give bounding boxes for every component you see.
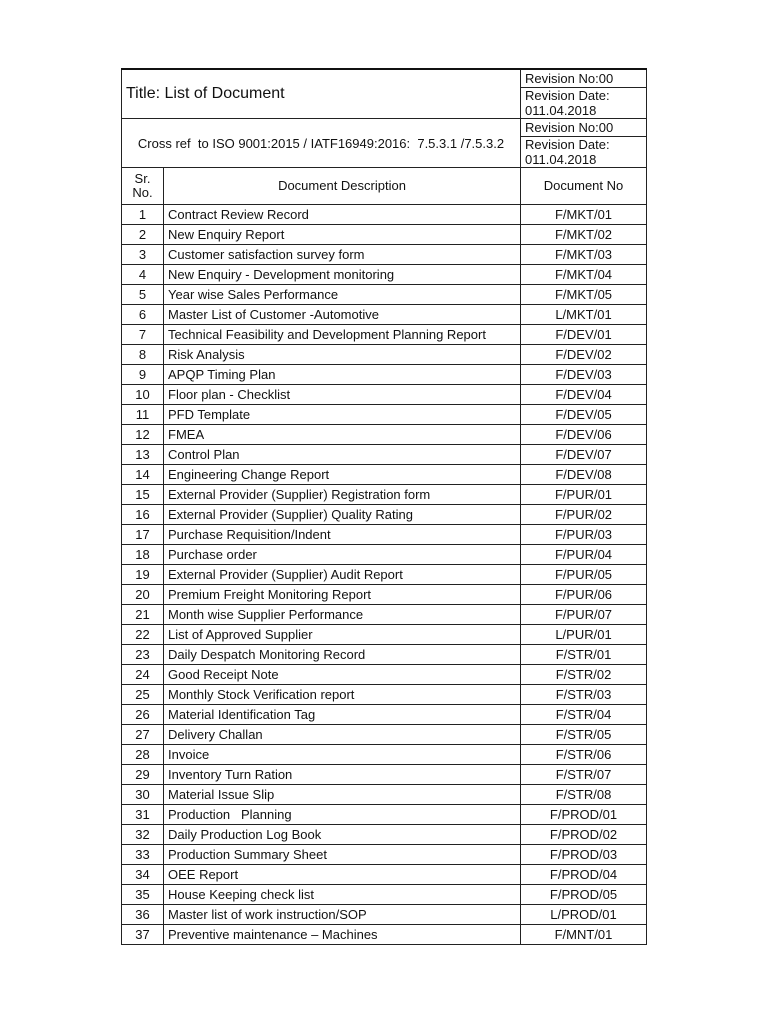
sr-cell: 7: [122, 325, 164, 345]
table-body: [122, 205, 647, 945]
sr-cell: 11: [122, 405, 164, 425]
document-no-cell: F/DEV/06: [521, 425, 647, 445]
description-cell: External Provider (Supplier) Registration form: [164, 485, 521, 505]
cross-reference: Cross ref to ISO 9001:2015 / IATF16949:2016: 7.5.3.1 /7.5.3.2: [122, 119, 521, 168]
description-cell: Purchase order: [164, 545, 521, 565]
description-cell: Material Identification Tag: [164, 705, 521, 725]
table-row: [122, 705, 647, 725]
description-cell: Year wise Sales Performance: [164, 285, 521, 305]
table-row: [122, 485, 647, 505]
description-cell: Daily Despatch Monitoring Record: [164, 645, 521, 665]
description-cell: New Enquiry Report: [164, 225, 521, 245]
description-cell: External Provider (Supplier) Quality Rating: [164, 505, 521, 525]
description-cell: Delivery Challan: [164, 725, 521, 745]
table-row: [122, 265, 647, 285]
sr-cell: 27: [122, 725, 164, 745]
description-cell: Control Plan: [164, 445, 521, 465]
description-cell: Material Issue Slip: [164, 785, 521, 805]
table-row: [122, 305, 647, 325]
document-no-cell: F/DEV/07: [521, 445, 647, 465]
sr-cell: 14: [122, 465, 164, 485]
sr-cell: 32: [122, 825, 164, 845]
description-cell: House Keeping check list: [164, 885, 521, 905]
document-no-cell: F/PROD/05: [521, 885, 647, 905]
table-row: [122, 505, 647, 525]
sr-cell: 30: [122, 785, 164, 805]
document-no-cell: F/PUR/05: [521, 565, 647, 585]
table-row: [122, 905, 647, 925]
description-cell: APQP Timing Plan: [164, 365, 521, 385]
table-row: [122, 825, 647, 845]
document-no-cell: F/PUR/04: [521, 545, 647, 565]
description-cell: Master List of Customer -Automotive: [164, 305, 521, 325]
sr-cell: 36: [122, 905, 164, 925]
table-row: [122, 645, 647, 665]
document-no-cell: F/STR/08: [521, 785, 647, 805]
sr-cell: 34: [122, 865, 164, 885]
table-row: [122, 785, 647, 805]
description-cell: Inventory Turn Ration: [164, 765, 521, 785]
document-no-cell: L/MKT/01: [521, 305, 647, 325]
table-row: [122, 625, 647, 645]
table-row: [122, 925, 647, 945]
description-cell: Production Summary Sheet: [164, 845, 521, 865]
table-row: [122, 445, 647, 465]
document-no-cell: F/DEV/02: [521, 345, 647, 365]
table-row: [122, 725, 647, 745]
table-row: [122, 525, 647, 545]
table-row: [122, 685, 647, 705]
document-list-table: [121, 68, 647, 945]
description-cell: Preventive maintenance – Machines: [164, 925, 521, 945]
document-no-cell: F/STR/02: [521, 665, 647, 685]
sr-cell: 23: [122, 645, 164, 665]
description-cell: Invoice: [164, 745, 521, 765]
description-cell: FMEA: [164, 425, 521, 445]
revision-date-2: Revision Date: 011.04.2018: [521, 137, 647, 168]
table-row: [122, 605, 647, 625]
sr-cell: 28: [122, 745, 164, 765]
description-cell: Good Receipt Note: [164, 665, 521, 685]
column-header-description: Document Description: [164, 168, 521, 205]
document-no-cell: F/MKT/01: [521, 205, 647, 225]
document-no-cell: F/MKT/04: [521, 265, 647, 285]
document-no-cell: F/PUR/07: [521, 605, 647, 625]
sr-cell: 29: [122, 765, 164, 785]
table-row: [122, 565, 647, 585]
revision-date-1: Revision Date: 011.04.2018: [521, 88, 647, 119]
table-row: [122, 885, 647, 905]
description-cell: Daily Production Log Book: [164, 825, 521, 845]
sr-cell: 20: [122, 585, 164, 605]
sr-cell: 37: [122, 925, 164, 945]
table-row: [122, 665, 647, 685]
description-cell: OEE Report: [164, 865, 521, 885]
sr-cell: 8: [122, 345, 164, 365]
table-row: [122, 425, 647, 445]
document-no-cell: F/STR/01: [521, 645, 647, 665]
table-row: [122, 225, 647, 245]
sr-cell: 2: [122, 225, 164, 245]
document-no-cell: F/PUR/06: [521, 585, 647, 605]
table-row: [122, 405, 647, 425]
table-row: [122, 345, 647, 365]
description-cell: Floor plan - Checklist: [164, 385, 521, 405]
table-row: [122, 385, 647, 405]
document-no-cell: F/DEV/03: [521, 365, 647, 385]
sr-cell: 33: [122, 845, 164, 865]
table-row: [122, 285, 647, 305]
document-no-cell: L/PUR/01: [521, 625, 647, 645]
document-no-cell: F/PUR/01: [521, 485, 647, 505]
sr-cell: 3: [122, 245, 164, 265]
document-no-cell: F/STR/04: [521, 705, 647, 725]
document-no-cell: F/PUR/03: [521, 525, 647, 545]
document-no-cell: F/STR/05: [521, 725, 647, 745]
description-cell: List of Approved Supplier: [164, 625, 521, 645]
table-row: [122, 245, 647, 265]
sr-cell: 6: [122, 305, 164, 325]
sr-cell: 31: [122, 805, 164, 825]
document-no-cell: F/DEV/04: [521, 385, 647, 405]
table-row: [122, 205, 647, 225]
document-no-cell: F/MNT/01: [521, 925, 647, 945]
sr-cell: 10: [122, 385, 164, 405]
description-cell: Purchase Requisition/Indent: [164, 525, 521, 545]
sr-cell: 24: [122, 665, 164, 685]
sr-cell: 5: [122, 285, 164, 305]
revision-no-2: Revision No:00: [521, 119, 647, 137]
table-row: [122, 845, 647, 865]
sr-cell: 12: [122, 425, 164, 445]
sr-cell: 22: [122, 625, 164, 645]
document-no-cell: F/DEV/05: [521, 405, 647, 425]
description-cell: Engineering Change Report: [164, 465, 521, 485]
table-row: [122, 585, 647, 605]
sr-cell: 13: [122, 445, 164, 465]
sr-cell: 17: [122, 525, 164, 545]
table-row: [122, 365, 647, 385]
sr-cell: 19: [122, 565, 164, 585]
document-no-cell: F/DEV/08: [521, 465, 647, 485]
description-cell: Monthly Stock Verification report: [164, 685, 521, 705]
document-no-cell: F/STR/03: [521, 685, 647, 705]
table-row: [122, 745, 647, 765]
sr-cell: 16: [122, 505, 164, 525]
description-cell: PFD Template: [164, 405, 521, 425]
table-row: [122, 465, 647, 485]
document-no-cell: F/PROD/03: [521, 845, 647, 865]
document-no-cell: F/MKT/03: [521, 245, 647, 265]
sr-cell: 26: [122, 705, 164, 725]
sr-cell: 1: [122, 205, 164, 225]
document-title: Title: List of Document: [122, 69, 521, 119]
sr-cell: 15: [122, 485, 164, 505]
sr-cell: 21: [122, 605, 164, 625]
document-no-cell: F/STR/06: [521, 745, 647, 765]
table-row: [122, 545, 647, 565]
description-cell: Risk Analysis: [164, 345, 521, 365]
table-row: [122, 865, 647, 885]
description-cell: Technical Feasibility and Development Planning Report: [164, 325, 521, 345]
sr-cell: 35: [122, 885, 164, 905]
description-cell: Month wise Supplier Performance: [164, 605, 521, 625]
description-cell: Premium Freight Monitoring Report: [164, 585, 521, 605]
document-no-cell: F/STR/07: [521, 765, 647, 785]
table-row: [122, 805, 647, 825]
document-no-cell: F/DEV/01: [521, 325, 647, 345]
column-header-sr-no: Sr. No.: [122, 168, 164, 205]
document-no-cell: L/PROD/01: [521, 905, 647, 925]
description-cell: New Enquiry - Development monitoring: [164, 265, 521, 285]
description-cell: Customer satisfaction survey form: [164, 245, 521, 265]
document-no-cell: F/PUR/02: [521, 505, 647, 525]
description-cell: Master list of work instruction/SOP: [164, 905, 521, 925]
document-no-cell: F/MKT/05: [521, 285, 647, 305]
sr-cell: 9: [122, 365, 164, 385]
document-no-cell: F/PROD/04: [521, 865, 647, 885]
description-cell: External Provider (Supplier) Audit Report: [164, 565, 521, 585]
description-cell: Production Planning: [164, 805, 521, 825]
description-cell: Contract Review Record: [164, 205, 521, 225]
table-row: [122, 325, 647, 345]
document-no-cell: F/PROD/02: [521, 825, 647, 845]
document-no-cell: F/PROD/01: [521, 805, 647, 825]
table-row: [122, 765, 647, 785]
sr-cell: 25: [122, 685, 164, 705]
revision-no-1: Revision No:00: [521, 69, 647, 88]
document-no-cell: F/MKT/02: [521, 225, 647, 245]
sr-cell: 18: [122, 545, 164, 565]
sr-cell: 4: [122, 265, 164, 285]
column-header-document-no: Document No: [521, 168, 647, 205]
